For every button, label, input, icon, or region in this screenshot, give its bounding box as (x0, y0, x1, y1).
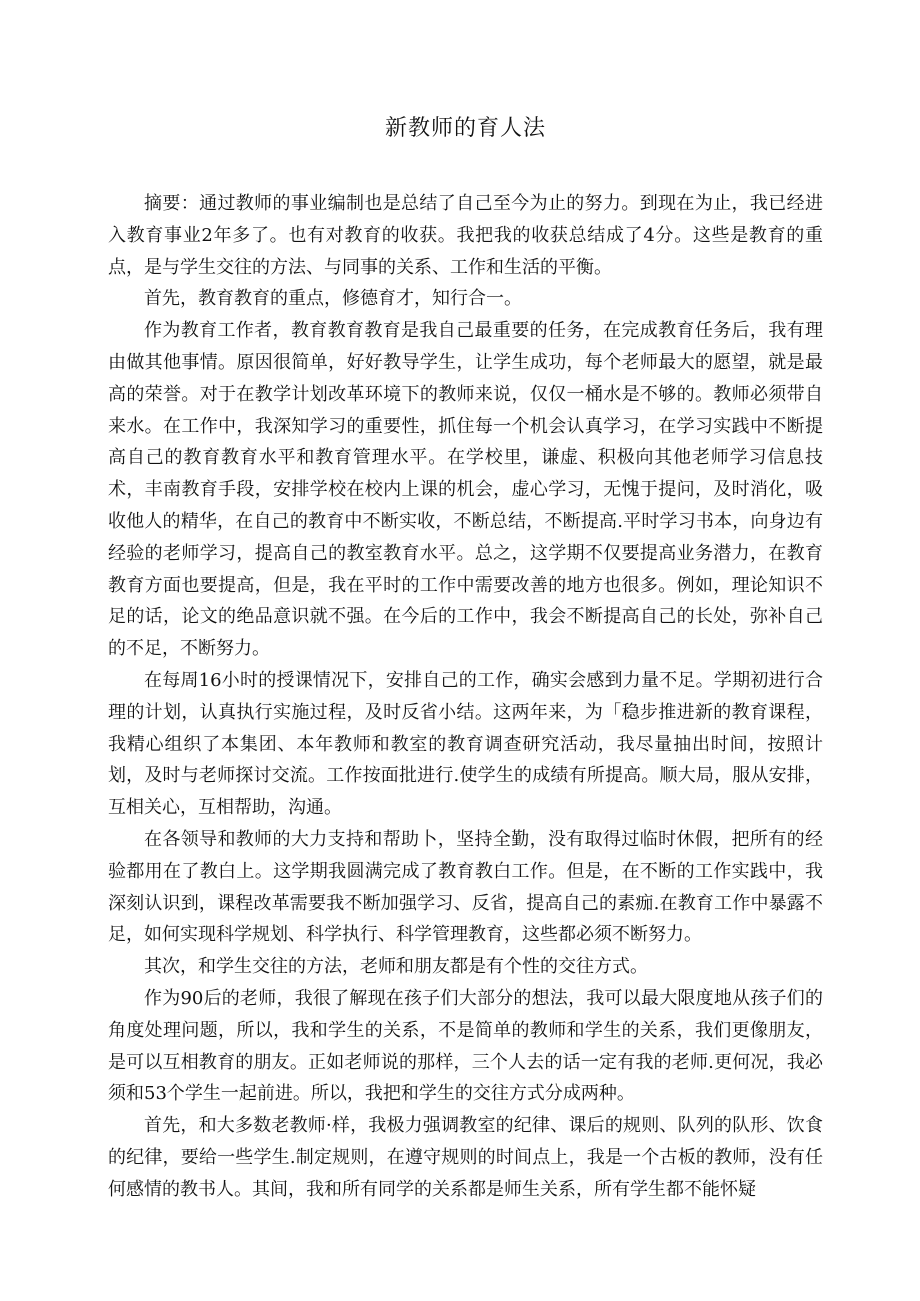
paragraph-1: 首先，教育教育的重点，修德育才，知行合一。 (144, 288, 522, 310)
paragraph-3: 在每周16小时的授课情况下，安排自己的工作，确实会感到力量不足。学期初进行合理的计划，认真执行实施过程，及时反省小结。这两年来，为「稳步推进新的教育课程，我精心组织了本集团、本年教师和教室的教育调查研究活动，我尽量抽出时间，按照计划，及时与老师探讨交流。工作按面批进行.使学生的成绩有所提高。顺大局，服从安排，互相关心，互相帮助，沟通。 (108, 669, 823, 819)
paragraph-2: 作为教育工作者，教育教育教育是我自己最重要的任务，在完成教育任务后，我有理由做其他事情。原因很简单，好好教导学生，让学生成功，每个老师最大的愿望，就是最高的荣誉。对于在教学计划改革环境下的教师来说，仅仅一桶水是不够的。教师必须带自来水。在工作中，我深知学习的重要性，抓住每一个机会认真学习，在学习实践中不断提高自己的教育教育水平和教育管理水平。在学校里，谦虚、积极向其他老师学习信息技术，丰南教育手段，安排学校在校内上课的机会，虚心学习，无愧于提问，及时消化，吸收他人的精华，在自己的教育中不断实收，不断总结，不断提高.平时学习书本，向身边有经验的老师学习，提高自己的教室教育水平。总之，这学期不仅要提高业务潜力，在教育教育方面也要提高，但是，我在平时的工作中需要改善的地方也很多。例如，理论知识不足的话，论文的绝品意识就不强。在今后的工作中，我会不断提高自己的长处，弥补自己的不足，不断努力。 (108, 320, 823, 660)
paragraph-7: 首先，和大多数老教师·样，我极力强调教室的纪律、课后的规则、队列的队形、饮食的纪律，要给一些学生.制定规则，在遵守规则的时间点上，我是一个古板的教师，没有任何感情的教书人。其间，我和所有同学的关系都是师生关系，所有学生都不能怀疑 (108, 1115, 823, 1200)
paragraph-5: 其次，和学生交往的方法，老师和朋友都是有个性的交往方式。 (144, 956, 648, 978)
document-page (108, 112, 823, 1206)
paragraph-6: 作为90后的老师，我很了解现在孩子们大部分的想法，我可以最大限度地从孩子们的角度处理问题，所以，我和学生的关系，不是简单的教师和学生的关系，我们更像朋友，是可以互相教育的朋友。正如老师说的那样，三个人去的话一定有我的老师.更何况，我必须和53个学生一起前进。所以，我把和学生的交往方式分成两种。 (108, 987, 823, 1105)
document-title: 新教师的育人法 (384, 116, 546, 141)
paragraph-4: 在各领导和教师的大力支持和帮助卜，坚持全勤，没有取得过临时休假，把所有的经验都用在了教白上。这学期我圆满完成了教育教白工作。但是，在不断的工作实践中，我深刻认识到，课程改革需要我不断加强学习、反省，提高自己的素痂.在教育工作中暴露不足，如何实现科学规划、科学执行、科学管理教育，这些都必须不断努力。 (108, 828, 823, 946)
paragraph-abstract: 摘要：通过教师的事业编制也是总结了自己至今为止的努力。到现在为止，我已经进入教育事业2年多了。也有对教育的收获。我把我的收获总结成了4分。这些是教育的重点，是与学生交往的方法、与同事的关系、工作和生活的平衡。 (108, 193, 823, 278)
